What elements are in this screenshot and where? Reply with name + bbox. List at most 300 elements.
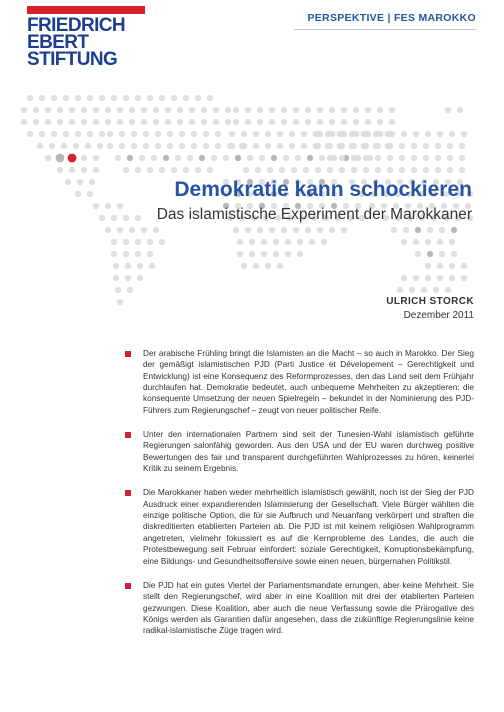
map-dot (249, 239, 255, 245)
map-dot (153, 227, 159, 233)
map-dot (223, 155, 229, 161)
map-dot (279, 167, 285, 173)
map-dot (245, 119, 251, 125)
map-dot (401, 239, 407, 245)
map-dot (229, 131, 235, 137)
map-dot (127, 287, 133, 293)
map-dot (425, 275, 431, 281)
map-dot (111, 251, 117, 257)
map-dot (117, 227, 123, 233)
map-dot (203, 131, 209, 137)
map-dot (457, 107, 463, 113)
map-dot (129, 119, 135, 125)
map-dot (141, 227, 147, 233)
map-dot (171, 167, 177, 173)
map-dot (159, 239, 165, 245)
map-dot (183, 95, 189, 101)
paragraph-text: Die PJD hat ein gutes Viertel der Parlamentsmandate errungen, aber keine Mehrheit. Sie stellt den Regierungschef, wird aber in eine Koalition mit drei der etablierten Parteien gezwungen. Diese Koalition, aber auch die neue Verfassung sowie die Prärogative des Königs werden als Garantien dafür angesehen, dass die zukünftige Regierungslinie keine radikal-islamistische Züge tragen wird. (143, 580, 474, 636)
author-name: ULRICH STORCK (386, 296, 474, 307)
map-dot (163, 155, 169, 161)
map-dot (259, 155, 265, 161)
map-dot (401, 131, 407, 137)
map-dot (233, 119, 239, 125)
map-dot (423, 167, 429, 173)
map-dot (123, 95, 129, 101)
map-dot (93, 167, 99, 173)
map-dot (81, 119, 87, 125)
map-dot (191, 131, 197, 137)
map-dot (305, 227, 311, 233)
map-dot (329, 119, 335, 125)
map-dot (75, 95, 81, 101)
map-dot (119, 131, 125, 137)
map-dot (151, 155, 157, 161)
map-dot (81, 107, 87, 113)
map-dot (119, 143, 125, 149)
map-dot (459, 155, 465, 161)
map-dot (277, 143, 283, 149)
map-dot (301, 143, 307, 149)
map-dot (247, 155, 253, 161)
map-dot (69, 107, 75, 113)
map-dot (253, 263, 259, 269)
map-dot (397, 287, 403, 293)
map-dot (203, 143, 209, 149)
map-dot (389, 107, 395, 113)
map-dot (237, 251, 243, 257)
map-dot (175, 155, 181, 161)
map-dot (129, 107, 135, 113)
map-dot (57, 107, 63, 113)
map-dot (437, 275, 443, 281)
map-dot (315, 143, 321, 149)
map-dot (269, 119, 275, 125)
map-dot (317, 107, 323, 113)
map-dot (233, 227, 239, 233)
map-dot (51, 131, 57, 137)
map-dot (81, 155, 87, 161)
map-dot (387, 143, 393, 149)
map-dot (105, 119, 111, 125)
map-dot (437, 131, 443, 137)
map-dot (165, 107, 171, 113)
map-dot (153, 119, 159, 125)
map-dot (267, 167, 273, 173)
map-dot (183, 167, 189, 173)
map-dot (403, 227, 409, 233)
logo-line-1: FRIEDRICH (27, 15, 126, 36)
map-dot (147, 95, 153, 101)
map-dot (143, 131, 149, 137)
map-dot (377, 131, 383, 137)
map-dot (99, 131, 105, 137)
map-dot (277, 263, 283, 269)
map-dot (115, 155, 121, 161)
map-dot (129, 227, 135, 233)
map-dot (329, 131, 335, 137)
map-dot (449, 263, 455, 269)
bullet-square-icon (125, 432, 131, 438)
map-dot (189, 107, 195, 113)
map-dot (61, 143, 67, 149)
map-dot (317, 131, 323, 137)
map-dot (303, 167, 309, 173)
logo-line-3: STIFTUNG (27, 49, 118, 70)
map-dot (305, 119, 311, 125)
map-dot (411, 167, 417, 173)
map-dot (363, 143, 369, 149)
map-dot (449, 131, 455, 137)
map-dot (449, 275, 455, 281)
summary-item (120, 429, 474, 474)
logo-line-2: EBERT (27, 32, 89, 53)
paragraph-text: Die Marokkaner haben weder mehrheitlich islamistisch gewählt, noch ist der Sieg der PJD Ausdruck einer expandierenden Islamisierung der Gesellschaft. Viele Bürger wählten die einzige politische Option, die für sie Aufbruch und Neuanfang verkörpert und straften die diskreditierten etablierten Parteien ab. Die PJD ist mit keinem religiösen Wahlprogramm angetreten, vielmehr fokussiert es auf die Kernprobleme des Landes, die auch die Protestbewegung seit Februar einfordert: soziale Gerechtigkeit, Korruptionsbekämpfung, eine Bildungs- und Gesundheitsoffensive sowie einen neuen, bürgernahen Politikstil. (143, 488, 474, 566)
map-dot (125, 275, 131, 281)
map-dot (93, 155, 99, 161)
map-dot (93, 107, 99, 113)
series-header: PERSPEKTIVE | FES MAROKKO (307, 12, 476, 24)
map-dot (365, 131, 371, 137)
map-dot (249, 251, 255, 257)
map-dot (273, 251, 279, 257)
map-dot (195, 167, 201, 173)
map-dot (459, 143, 465, 149)
map-dot (297, 239, 303, 245)
map-dot (293, 119, 299, 125)
map-dot (147, 251, 153, 257)
map-dot (423, 143, 429, 149)
map-dot (375, 155, 381, 161)
map-dot (399, 143, 405, 149)
map-dot (341, 107, 347, 113)
map-dot (351, 167, 357, 173)
map-dot (363, 155, 369, 161)
map-dot (39, 131, 45, 137)
map-dot (147, 239, 153, 245)
map-dot (63, 95, 69, 101)
map-dot (107, 131, 113, 137)
map-dot (283, 155, 289, 161)
map-dot (135, 167, 141, 173)
map-dot (317, 227, 323, 233)
map-dot (387, 155, 393, 161)
map-dot (339, 143, 345, 149)
map-dot (447, 167, 453, 173)
map-dot (351, 155, 357, 161)
map-dot (413, 275, 419, 281)
map-dot (127, 155, 133, 161)
map-dot (87, 95, 93, 101)
map-dot (33, 107, 39, 113)
map-dot (269, 227, 275, 233)
map-dot (277, 131, 283, 137)
map-dot (261, 239, 267, 245)
map-dot (123, 167, 129, 173)
map-dot (131, 143, 137, 149)
map-dot (375, 143, 381, 149)
map-dot (435, 155, 441, 161)
map-dot (269, 107, 275, 113)
map-dot (265, 131, 271, 137)
map-dot (105, 107, 111, 113)
summary-item (120, 487, 474, 566)
map-dot (285, 251, 291, 257)
map-dot (147, 167, 153, 173)
map-dot (143, 143, 149, 149)
map-dot (57, 119, 63, 125)
map-dot (439, 251, 445, 257)
map-dot (339, 155, 345, 161)
map-dot (99, 95, 105, 101)
map-dot (237, 239, 243, 245)
map-dot (51, 95, 57, 101)
map-dot (421, 287, 427, 293)
map-dot (37, 143, 43, 149)
map-dot (189, 119, 195, 125)
map-dot (425, 131, 431, 137)
map-dot (27, 95, 33, 101)
map-dot (363, 167, 369, 173)
map-dot (141, 107, 147, 113)
map-dot (117, 119, 123, 125)
map-dot (137, 275, 143, 281)
map-dot (435, 143, 441, 149)
summary-list (120, 348, 474, 650)
map-dot (253, 143, 259, 149)
map-dot (243, 167, 249, 173)
map-dot (135, 239, 141, 245)
map-dot (75, 131, 81, 137)
map-dot (45, 107, 51, 113)
map-dot (123, 239, 129, 245)
map-dot (341, 227, 347, 233)
map-dot (439, 227, 445, 233)
map-dot (427, 227, 433, 233)
map-dot (365, 107, 371, 113)
bullet-square-icon (125, 351, 131, 357)
map-dot (401, 275, 407, 281)
map-dot (449, 239, 455, 245)
bullet-square-icon (125, 583, 131, 589)
map-dot (415, 251, 421, 257)
map-dot (165, 119, 171, 125)
map-dot (105, 227, 111, 233)
map-dot (159, 167, 165, 173)
map-dot (389, 119, 395, 125)
map-dot (49, 143, 55, 149)
map-dot (81, 167, 87, 173)
map-dot (365, 119, 371, 125)
map-dot (341, 119, 347, 125)
map-dot (149, 263, 155, 269)
map-dot (117, 107, 123, 113)
map-dot (113, 263, 119, 269)
map-dot (329, 107, 335, 113)
map-dot (207, 95, 213, 101)
map-dot (447, 143, 453, 149)
map-dot (327, 167, 333, 173)
map-dot (191, 143, 197, 149)
map-dot (409, 287, 415, 293)
map-dot (57, 167, 63, 173)
map-dot (295, 155, 301, 161)
map-dot (107, 143, 113, 149)
map-dot (201, 107, 207, 113)
map-dot (415, 227, 421, 233)
map-dot (293, 107, 299, 113)
map-dot (353, 131, 359, 137)
map-dot (69, 119, 75, 125)
map-dot (399, 155, 405, 161)
map-dot (297, 251, 303, 257)
map-dot (437, 239, 443, 245)
map-dot (141, 119, 147, 125)
map-dot (433, 287, 439, 293)
map-dot (301, 131, 307, 137)
map-dot (177, 119, 183, 125)
summary-item (120, 348, 474, 416)
map-dot (171, 95, 177, 101)
map-dot (113, 275, 119, 281)
map-dot (215, 131, 221, 137)
map-dot (423, 155, 429, 161)
map-dot (411, 143, 417, 149)
map-dot (225, 119, 231, 125)
map-dot (445, 107, 451, 113)
map-dot (265, 143, 271, 149)
map-dot (45, 155, 51, 161)
map-dot (211, 155, 217, 161)
map-dot (21, 119, 27, 125)
map-dot (201, 119, 207, 125)
map-dot (155, 131, 161, 137)
map-dot (155, 143, 161, 149)
map-dot (115, 287, 121, 293)
publication-date: Dezember 2011 (403, 310, 474, 321)
paragraph-text: Unter den internationalen Partnern sind seit der Tunesien-Wahl islamistisch geführte Regierungen salonfähig geworden. Aus den USA und der EU waren durchweg positive Bewertungen des fair und transparent durchgeführten Wahlprozesses zu hören, keinerlei Kritik zu seinem Ergebnis. (143, 430, 474, 474)
map-dot (233, 107, 239, 113)
map-dot (461, 263, 467, 269)
map-dot (245, 227, 251, 233)
map-dot (187, 155, 193, 161)
map-dot (85, 143, 91, 149)
map-dot (68, 154, 77, 163)
map-dot (111, 239, 117, 245)
map-dot (461, 131, 467, 137)
map-dot (245, 107, 251, 113)
map-dot (153, 107, 159, 113)
map-dot (199, 155, 205, 161)
map-dot (341, 131, 347, 137)
map-dot (317, 119, 323, 125)
map-dot (427, 251, 433, 257)
map-dot (159, 95, 165, 101)
map-dot (377, 107, 383, 113)
map-dot (413, 131, 419, 137)
map-dot (137, 263, 143, 269)
map-dot (241, 263, 247, 269)
map-dot (213, 119, 219, 125)
map-dot (229, 143, 235, 149)
map-dot (459, 167, 465, 173)
map-dot (411, 155, 417, 161)
map-dot (309, 239, 315, 245)
map-dot (293, 227, 299, 233)
map-dot (135, 95, 141, 101)
map-dot (435, 167, 441, 173)
map-dot (353, 119, 359, 125)
map-dot (425, 263, 431, 269)
map-dot (255, 167, 261, 173)
map-dot (461, 275, 467, 281)
map-dot (167, 131, 173, 137)
map-dot (447, 155, 453, 161)
map-dot (225, 107, 231, 113)
map-dot (289, 131, 295, 137)
map-dot (213, 107, 219, 113)
map-dot (399, 167, 405, 173)
map-dot (257, 227, 263, 233)
map-dot (281, 119, 287, 125)
map-dot (131, 131, 137, 137)
map-dot (319, 155, 325, 161)
map-dot (329, 227, 335, 233)
map-dot (351, 143, 357, 149)
map-dot (425, 239, 431, 245)
map-dot (375, 167, 381, 173)
document-title: Demokratie kann schockieren (174, 178, 472, 201)
map-dot (111, 95, 117, 101)
map-dot (281, 227, 287, 233)
map-dot (97, 143, 103, 149)
map-dot (139, 155, 145, 161)
map-dot (73, 143, 79, 149)
map-dot (285, 239, 291, 245)
map-dot (389, 131, 395, 137)
map-dot (327, 155, 333, 161)
map-dot (179, 131, 185, 137)
map-dot (257, 119, 263, 125)
map-dot (177, 107, 183, 113)
paragraph-text: Der arabische Frühling bringt die Islamisten an die Macht – so auch in Marokko. Der Sieg der gemäßigt islamistischen PJD (Parti Justice et Dévelopement – Gerechtigkeit und Entwicklung) ist eine Konsequenz des Reformprozesses, den das Land seit dem Frühjahr durchlaufen hat. Demokratie bedeutet, auch unbequeme Mehrheiten zu akzeptieren: die konsequente Umsetzung der neuen Spielregeln – bekundet in der Nominierung des PJD-Führers zum Regierungschef – zeugt von neuer politischer Reife. (143, 349, 474, 415)
map-dot (241, 131, 247, 137)
map-dot (45, 119, 51, 125)
map-dot (87, 131, 93, 137)
map-dot (391, 227, 397, 233)
map-dot (195, 95, 201, 101)
map-dot (445, 287, 451, 293)
map-dot (273, 239, 279, 245)
map-dot (261, 251, 267, 257)
map-dot (215, 143, 221, 149)
map-dot (125, 263, 131, 269)
map-dot (33, 119, 39, 125)
map-dot (327, 143, 333, 149)
map-dot (207, 167, 213, 173)
map-dot (271, 155, 277, 161)
map-dot (307, 155, 313, 161)
map-dot (413, 239, 419, 245)
map-dot (321, 239, 327, 245)
world-dot-map (0, 0, 504, 320)
map-dot (135, 251, 141, 257)
map-dot (39, 95, 45, 101)
map-dot (167, 143, 173, 149)
document-subtitle: Das islamistische Experiment der Marokkaner (156, 206, 472, 223)
map-dot (93, 119, 99, 125)
map-dot (315, 167, 321, 173)
map-dot (305, 107, 311, 113)
